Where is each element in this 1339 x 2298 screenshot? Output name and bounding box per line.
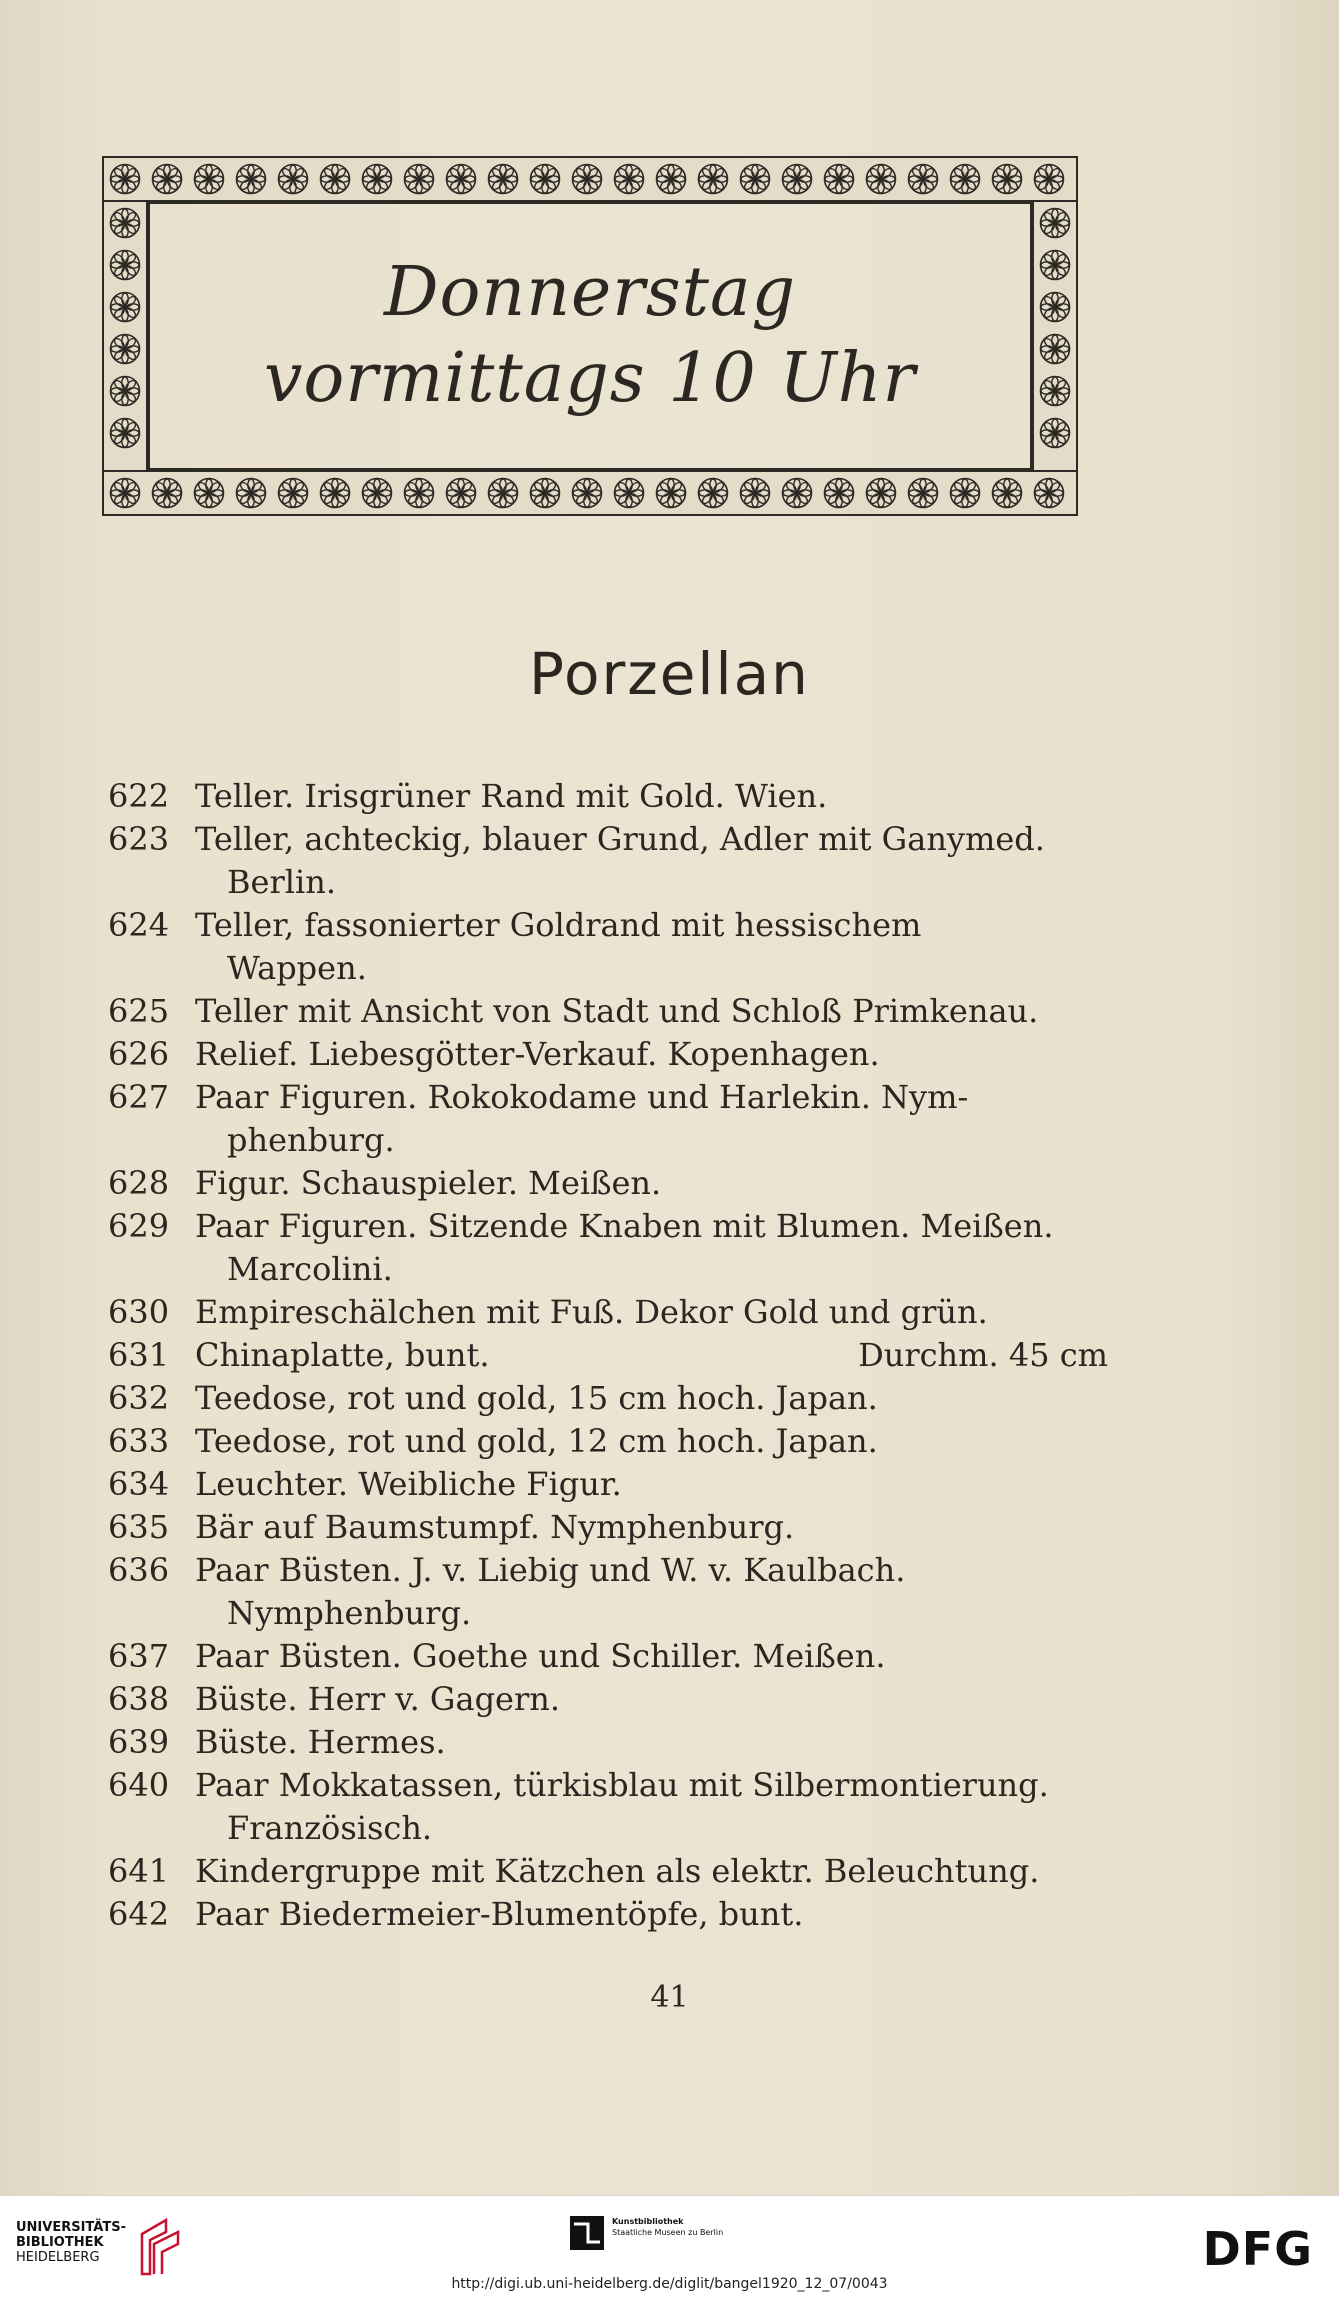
dfg-logo[interactable]: DFG xyxy=(1202,2222,1313,2276)
rosette-icon xyxy=(272,472,314,514)
kunstbibliothek-label xyxy=(612,2216,723,2238)
section-heading: Porzellan xyxy=(529,640,810,708)
lot-number: 622 xyxy=(108,777,170,815)
rosette-icon xyxy=(482,158,524,200)
footer-bar xyxy=(0,2195,1339,2298)
lot-description: Bär auf Baumstumpf. Nymphenburg. xyxy=(195,1508,795,1546)
rosette-icon xyxy=(944,472,986,514)
rosette-icon xyxy=(272,158,314,200)
lot-description: Paar Mokkatassen, türkisblau mit Silbermontierung. xyxy=(195,1766,1049,1804)
lot-description-continued: Wappen. xyxy=(227,949,367,987)
university-library-logo[interactable] xyxy=(16,2220,126,2265)
lot-number: 629 xyxy=(108,1207,170,1245)
catalog-entry xyxy=(108,818,1108,904)
catalog-entry xyxy=(108,1334,1108,1377)
catalog-entry xyxy=(108,1420,1108,1463)
rosette-icon xyxy=(734,472,776,514)
rosette-icon xyxy=(1028,158,1070,200)
rosette-icon xyxy=(440,472,482,514)
rosette-icon xyxy=(104,328,146,370)
catalog-entry xyxy=(108,1850,1108,1893)
lot-description: Figur. Schauspieler. Meißen. xyxy=(195,1164,662,1202)
rosette-icon xyxy=(1034,244,1076,286)
frame-border-right xyxy=(1032,200,1078,472)
catalog-entry xyxy=(108,1162,1108,1205)
rosette-icon xyxy=(566,158,608,200)
catalog-entry xyxy=(108,1549,1108,1635)
rosette-icon xyxy=(398,472,440,514)
rosette-icon xyxy=(230,158,272,200)
rosette-icon xyxy=(1034,370,1076,412)
lot-dimension: Durchm. 45 cm xyxy=(858,1336,1108,1374)
frame-title-box xyxy=(148,202,1032,470)
rosette-icon xyxy=(356,472,398,514)
lot-description: Paar Büsten. J. v. Liebig und W. v. Kaulbach. xyxy=(195,1551,906,1589)
uni-logo-line: BIBLIOTHEK xyxy=(16,2235,104,2250)
frame-border-left xyxy=(102,200,148,472)
uni-logo-line: HEIDELBERG xyxy=(16,2250,100,2265)
rosette-icon xyxy=(566,472,608,514)
catalog-entry xyxy=(108,1291,1108,1334)
page-number: 41 xyxy=(650,1980,689,2015)
rosette-icon xyxy=(104,158,146,200)
catalog-entry xyxy=(108,1377,1108,1420)
lot-number: 640 xyxy=(108,1766,170,1804)
lot-description-continued: Nymphenburg. xyxy=(227,1594,472,1632)
title-line-day: Donnerstag xyxy=(383,253,797,332)
catalog-entry xyxy=(108,1678,1108,1721)
rosette-icon xyxy=(986,158,1028,200)
lot-description: Teller, achteckig, blauer Grund, Adler mit Ganymed. xyxy=(195,820,1045,858)
rosette-icon xyxy=(902,158,944,200)
rosette-icon xyxy=(860,158,902,200)
lot-number: 627 xyxy=(108,1078,170,1116)
rosette-icon xyxy=(146,158,188,200)
lot-number: 624 xyxy=(108,906,170,944)
rosette-icon xyxy=(692,158,734,200)
lot-description: Kindergruppe mit Kätzchen als elektr. Beleuchtung. xyxy=(195,1852,1040,1890)
lot-description: Teller, fassonierter Goldrand mit hessischem xyxy=(195,906,922,944)
rosette-icon xyxy=(188,158,230,200)
lot-number: 639 xyxy=(108,1723,170,1761)
lot-description: Teller. Irisgrüner Rand mit Gold. Wien. xyxy=(195,777,828,815)
rosette-icon xyxy=(104,370,146,412)
rosette-icon xyxy=(230,472,272,514)
rosette-icon xyxy=(944,158,986,200)
rosette-icon xyxy=(776,158,818,200)
lot-description: Empireschälchen mit Fuß. Dekor Gold und grün. xyxy=(195,1293,988,1331)
rosette-icon xyxy=(482,472,524,514)
permalink-url[interactable]: http://digi.ub.uni-heidelberg.de/diglit/bangel1920_12_07/0043 xyxy=(451,2276,888,2292)
lot-number: 625 xyxy=(108,992,170,1030)
rosette-icon xyxy=(734,158,776,200)
lot-number: 626 xyxy=(108,1035,170,1073)
rosette-icon xyxy=(104,412,146,454)
rosette-icon xyxy=(608,158,650,200)
rosette-icon xyxy=(1034,412,1076,454)
catalog-entry xyxy=(108,1463,1108,1506)
lot-number: 631 xyxy=(108,1336,170,1374)
rosette-icon xyxy=(356,158,398,200)
lot-description-continued: Marcolini. xyxy=(227,1250,393,1288)
lot-description: Büste. Hermes. xyxy=(195,1723,446,1761)
lot-description: Paar Büsten. Goethe und Schiller. Meißen. xyxy=(195,1637,886,1675)
lot-number: 632 xyxy=(108,1379,170,1417)
lot-number: 633 xyxy=(108,1422,170,1460)
lot-description-continued: Französisch. xyxy=(227,1809,433,1847)
catalog-entry xyxy=(108,1506,1108,1549)
kunstbibliothek-logo[interactable] xyxy=(570,2216,723,2250)
uni-logo-line: UNIVERSITÄTS- xyxy=(16,2220,126,2235)
rosette-icon xyxy=(104,286,146,328)
catalog-entry xyxy=(108,1033,1108,1076)
catalog-entry xyxy=(108,1721,1108,1764)
lot-number: 628 xyxy=(108,1164,170,1202)
rosette-icon xyxy=(1028,472,1070,514)
lot-number: 635 xyxy=(108,1508,170,1546)
lot-description: Relief. Liebesgötter-Verkauf. Kopenhagen. xyxy=(195,1035,880,1073)
rosette-icon xyxy=(818,472,860,514)
rosette-icon xyxy=(986,472,1028,514)
ornamental-frame xyxy=(102,156,1078,516)
rosette-icon xyxy=(650,472,692,514)
rosette-icon xyxy=(524,472,566,514)
lot-number: 642 xyxy=(108,1895,170,1933)
catalog-entry xyxy=(108,1893,1108,1936)
rosette-icon xyxy=(314,158,356,200)
lot-description: Paar Figuren. Sitzende Knaben mit Blumen. Meißen. xyxy=(195,1207,1054,1245)
lot-description: Teedose, rot und gold, 12 cm hoch. Japan. xyxy=(195,1422,878,1460)
kunstbibliothek-logo-icon xyxy=(570,2216,604,2250)
rosette-icon xyxy=(146,472,188,514)
catalog-entry xyxy=(108,990,1108,1033)
kb-name: Kunstbibliothek xyxy=(612,2217,684,2226)
lot-description: Paar Biedermeier-Blumentöpfe, bunt. xyxy=(195,1895,804,1933)
catalog-entry xyxy=(108,904,1108,990)
rosette-icon xyxy=(650,158,692,200)
catalog-entry xyxy=(108,1076,1108,1162)
catalog-entry xyxy=(108,775,1108,818)
rosette-icon xyxy=(104,202,146,244)
rosette-icon xyxy=(440,158,482,200)
lot-number: 638 xyxy=(108,1680,170,1718)
rosette-icon xyxy=(1034,286,1076,328)
kb-subtitle: Staatliche Museen zu Berlin xyxy=(612,2228,724,2237)
rosette-icon xyxy=(818,158,860,200)
rosette-icon xyxy=(692,472,734,514)
heidelberg-logo-icon xyxy=(136,2214,186,2282)
rosette-icon xyxy=(524,158,566,200)
lot-number: 623 xyxy=(108,820,170,858)
rosette-icon xyxy=(314,472,356,514)
lot-number: 641 xyxy=(108,1852,170,1890)
rosette-icon xyxy=(398,158,440,200)
lot-number: 634 xyxy=(108,1465,170,1503)
frame-border-top xyxy=(102,156,1078,202)
lot-description: Leuchter. Weibliche Figur. xyxy=(195,1465,622,1503)
lot-number: 637 xyxy=(108,1637,170,1675)
lot-description: Büste. Herr v. Gagern. xyxy=(195,1680,561,1718)
catalog-list xyxy=(108,775,1108,1936)
rosette-icon xyxy=(902,472,944,514)
lot-number: 630 xyxy=(108,1293,170,1331)
rosette-icon xyxy=(1034,328,1076,370)
rosette-icon xyxy=(860,472,902,514)
catalog-entry xyxy=(108,1205,1108,1291)
lot-description: Paar Figuren. Rokokodame und Harlekin. Nym- xyxy=(195,1078,969,1116)
lot-description: Teller mit Ansicht von Stadt und Schloß Primkenau. xyxy=(195,992,1039,1030)
title-line-time: vormittags 10 Uhr xyxy=(263,339,917,418)
rosette-icon xyxy=(188,472,230,514)
lot-description-continued: phenburg. xyxy=(227,1121,395,1159)
lot-number: 636 xyxy=(108,1551,170,1589)
lot-description-continued: Berlin. xyxy=(227,863,336,901)
lot-description: Chinaplatte, bunt. xyxy=(195,1336,490,1374)
rosette-icon xyxy=(776,472,818,514)
lot-description: Teedose, rot und gold, 15 cm hoch. Japan. xyxy=(195,1379,878,1417)
catalog-entry xyxy=(108,1764,1108,1850)
rosette-icon xyxy=(104,472,146,514)
rosette-icon xyxy=(608,472,650,514)
rosette-icon xyxy=(104,244,146,286)
catalog-entry xyxy=(108,1635,1108,1678)
frame-border-bottom xyxy=(102,470,1078,516)
rosette-icon xyxy=(1034,202,1076,244)
